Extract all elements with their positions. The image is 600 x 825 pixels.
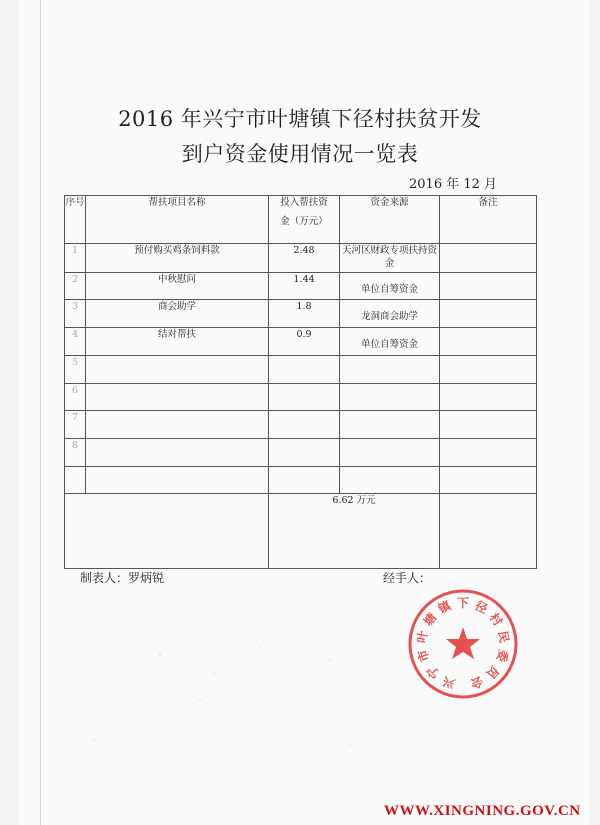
row-source [340, 383, 440, 411]
row-seq: 1 [65, 243, 86, 272]
seal-character: 村 [486, 610, 506, 629]
row-amount [269, 411, 340, 439]
row-seq: 5 [65, 355, 86, 383]
seal-character: 兴 [440, 673, 458, 692]
seal-character: 叶 [414, 629, 431, 645]
row-source [340, 355, 440, 383]
table-row [65, 272, 537, 300]
row-source [340, 438, 440, 466]
seal-character: 委 [493, 648, 511, 664]
seal-character: 塘 [420, 610, 440, 629]
seal-character: 员 [483, 662, 503, 682]
website-watermark: WWW.XINGNING.GOV.CN [384, 803, 581, 819]
row-seq: 8 [65, 438, 86, 466]
row-seq: 4 [65, 328, 86, 356]
row-project: 预付购买鸡条饲料款 [86, 243, 269, 272]
table-row [65, 328, 537, 356]
table-row [65, 466, 537, 494]
row-remark [440, 243, 537, 272]
row-source: 单位自筹资金 [340, 328, 440, 356]
row-source-blank [340, 466, 440, 494]
row-project: 商会助学 [86, 300, 269, 328]
table-total-row [65, 494, 537, 569]
row-seq: 6 [65, 383, 86, 411]
funds-table [64, 195, 537, 569]
row-remark [440, 300, 537, 328]
table-row [65, 355, 537, 383]
header-source: 资金来源 [340, 196, 440, 244]
row-amount: 1.8 [269, 300, 340, 328]
document-title-line1: 2016 年兴宁市叶塘镇下径村扶贫开发 [118, 107, 482, 131]
document-title-line2: 到户资金使用情况一览表 [181, 142, 419, 166]
row-source: 天河区财政专项扶持资金 [340, 243, 440, 272]
row-amount-blank [269, 466, 340, 494]
row-amount: 0.9 [269, 328, 340, 356]
row-remark [440, 438, 537, 466]
row-source [340, 411, 440, 439]
row-seq: 3 [65, 300, 86, 328]
row-project: 中秋慰问 [86, 272, 269, 300]
document-date: 2016 年 12 月 [409, 177, 498, 192]
preparer-label: 制表人：罗炳锐 [80, 571, 165, 585]
table-row [65, 243, 537, 272]
seal-character: 会 [468, 673, 486, 692]
seal-star-icon [446, 627, 480, 659]
seal-character: 下 [456, 596, 470, 610]
total-label-cell [65, 494, 269, 569]
seal-character: 径 [472, 598, 490, 617]
seal-character: 镇 [436, 598, 454, 617]
row-remark-blank [440, 466, 537, 494]
row-seq: 7 [65, 411, 86, 439]
total-remark-cell [440, 494, 537, 569]
table-row [65, 438, 537, 466]
row-remark [440, 411, 537, 439]
header-project: 帮扶项目名称 [86, 196, 269, 244]
row-amount [269, 355, 340, 383]
row-source: 单位自筹资金 [340, 272, 440, 300]
row-project: 结对帮扶 [86, 328, 269, 356]
handler-label: 经手人： [383, 571, 432, 585]
row-amount [269, 438, 340, 466]
table-row [65, 300, 537, 328]
total-amount: 6.62 万元 [269, 494, 440, 569]
row-amount [269, 383, 340, 411]
header-seq: 序号 [65, 196, 86, 244]
row-remark [440, 383, 537, 411]
row-remark [440, 355, 537, 383]
seal-character: 宁 [423, 662, 443, 682]
table-row [65, 411, 537, 439]
row-project [86, 383, 269, 411]
official-seal [404, 585, 522, 703]
header-remark: 备注 [440, 196, 537, 244]
row-project [86, 355, 269, 383]
row-remark [440, 328, 537, 356]
header-amount [269, 196, 340, 244]
seal-character: 市 [415, 648, 433, 664]
row-source: 龙洞商会助学 [340, 300, 440, 328]
row-amount: 2.48 [269, 243, 340, 272]
row-project [86, 411, 269, 439]
table-header-row [65, 196, 537, 244]
table-row [65, 383, 537, 411]
row-seq: 2 [65, 272, 86, 300]
row-amount: 1.44 [269, 272, 340, 300]
header-amount-line2: 金（万元） [280, 216, 328, 227]
row-remark [440, 272, 537, 300]
seal-character: 民 [495, 629, 512, 645]
row-project [86, 438, 269, 466]
row-project-blank [86, 466, 269, 494]
row-seq-blank [65, 466, 86, 494]
header-amount-line1: 投入帮扶资 [280, 197, 328, 208]
